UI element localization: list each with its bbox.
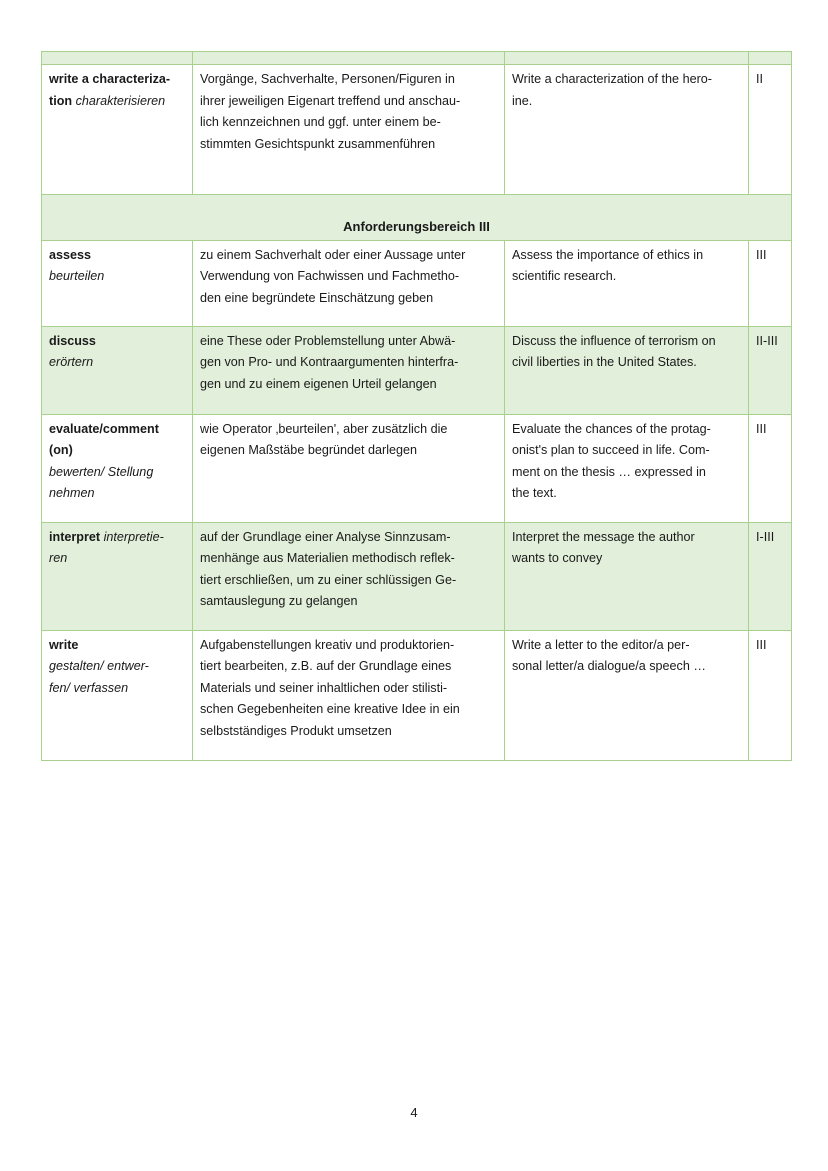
- description-cell: [193, 326, 505, 414]
- operator-english: interpret: [49, 529, 101, 544]
- description-line: auf der Grundlage einer Analyse Sinnzusam-: [200, 529, 451, 544]
- description-line: lich kennzeichnen und ggf. unter einem be-: [200, 115, 441, 129]
- operator-cell: [42, 240, 193, 326]
- description-cell: [193, 414, 505, 522]
- description-line: samtauslegung zu gelangen: [200, 594, 358, 608]
- level-cell: II: [749, 65, 792, 195]
- description-line: stimmten Gesichtspunkt zusammenführen: [200, 136, 436, 151]
- description-line: Aufgabenstellungen kreativ und produktorien-: [200, 637, 455, 652]
- table-cell: [749, 52, 792, 65]
- table-cell: [42, 52, 193, 65]
- operator-german: bewerten/ Stellung: [49, 464, 154, 479]
- example-line: wants to convey: [512, 551, 603, 565]
- description-line: ihrer jeweiligen Eigenart treffend und anschau-: [200, 93, 461, 108]
- description-line: Verwendung von Fachwissen und Fachmetho-: [200, 269, 460, 283]
- operator-german: fen/ verfassen: [49, 680, 129, 695]
- page-number: 4: [410, 1105, 418, 1120]
- description-line: eigenen Maßstäbe begründet darlegen: [200, 443, 418, 457]
- description-line: gen und zu einem eigenen Urteil gelangen: [200, 376, 437, 391]
- section-header-row: [42, 195, 792, 241]
- example-cell: [505, 630, 749, 760]
- description-line: tiert erschließen, um zu einer schlüssigen Ge-: [200, 572, 457, 587]
- description-line: menhänge aus Materialien methodisch reflek-: [200, 551, 455, 565]
- description-line: schen Gegebenheiten eine kreative Idee in ein: [200, 702, 460, 716]
- table-row: [42, 630, 792, 760]
- example-line: Interpret the message the author: [512, 529, 695, 544]
- table-cell: [505, 52, 749, 65]
- example-line: ine.: [512, 93, 533, 108]
- operators-table-container: [41, 51, 791, 761]
- operator-german: charakterisieren: [75, 93, 166, 108]
- example-line: Write a characterization of the hero-: [512, 72, 712, 86]
- table-row-empty: [42, 52, 792, 65]
- description-cell: [193, 630, 505, 760]
- operator-english: write: [49, 637, 79, 652]
- operator-english: evaluate/comment: [49, 421, 159, 436]
- operator-cell: [42, 65, 193, 195]
- example-cell: [505, 326, 749, 414]
- description-cell: [193, 522, 505, 630]
- operators-table: [41, 51, 792, 761]
- example-line: civil liberties in the United States.: [512, 355, 697, 369]
- level-cell: III: [749, 414, 792, 522]
- operator-english: (on): [49, 443, 73, 457]
- operator-german: nehmen: [49, 486, 95, 500]
- operator-cell: [42, 630, 193, 760]
- table-row: [42, 65, 792, 195]
- description-line: selbstständiges Produkt umsetzen: [200, 723, 392, 738]
- description-line: wie Operator ‚beurteilen', aber zusätzlich die: [200, 421, 448, 436]
- example-cell: [505, 414, 749, 522]
- operator-english: write a characteriza-: [49, 72, 171, 86]
- description-cell: [193, 65, 505, 195]
- example-line: Evaluate the chances of the protag-: [512, 421, 711, 436]
- description-line: den eine begründete Einschätzung geben: [200, 290, 434, 305]
- operator-german: ren: [49, 551, 68, 565]
- example-line: ment on the thesis … expressed in: [512, 464, 706, 479]
- operator-german: gestalten/ entwer-: [49, 659, 149, 673]
- operator-german: beurteilen: [49, 269, 105, 283]
- level-cell: III: [749, 240, 792, 326]
- operator-english: discuss: [49, 333, 96, 348]
- operator-english: tion: [49, 93, 73, 108]
- operator-cell: [42, 414, 193, 522]
- example-cell: [505, 522, 749, 630]
- description-line: Vorgänge, Sachverhalte, Personen/Figuren in: [200, 72, 455, 86]
- example-line: onist's plan to succeed in life. Com-: [512, 443, 710, 457]
- description-line: eine These oder Problemstellung unter Abwä-: [200, 333, 456, 348]
- section-header: Anforderungsbereich III: [42, 195, 792, 241]
- table-row: [42, 240, 792, 326]
- operator-german: erörtern: [49, 355, 94, 369]
- description-cell: [193, 240, 505, 326]
- description-line: gen von Pro- und Kontraargumenten hinterfra-: [200, 355, 459, 369]
- level-cell: II-III: [749, 326, 792, 414]
- table-row: [42, 326, 792, 414]
- example-cell: [505, 65, 749, 195]
- table-row: [42, 414, 792, 522]
- description-line: zu einem Sachverhalt oder einer Aussage unter: [200, 247, 466, 262]
- operator-english: assess: [49, 247, 92, 262]
- example-line: Assess the importance of ethics in: [512, 247, 704, 262]
- level-cell: III: [749, 630, 792, 760]
- example-cell: [505, 240, 749, 326]
- operator-german: interpretie-: [103, 529, 164, 544]
- operator-cell: [42, 326, 193, 414]
- example-line: Discuss the influence of terrorism on: [512, 333, 716, 348]
- level-cell: I-III: [749, 522, 792, 630]
- example-line: scientific research.: [512, 269, 617, 283]
- description-line: tiert bearbeiten, z.B. auf der Grundlage eines: [200, 659, 452, 673]
- description-line: Materials und seiner inhaltlichen oder stilisti-: [200, 680, 448, 695]
- operator-cell: [42, 522, 193, 630]
- example-line: the text.: [512, 486, 557, 500]
- table-cell: [193, 52, 505, 65]
- example-line: Write a letter to the editor/a per-: [512, 637, 690, 652]
- table-row: [42, 522, 792, 630]
- example-line: sonal letter/a dialogue/a speech …: [512, 659, 706, 673]
